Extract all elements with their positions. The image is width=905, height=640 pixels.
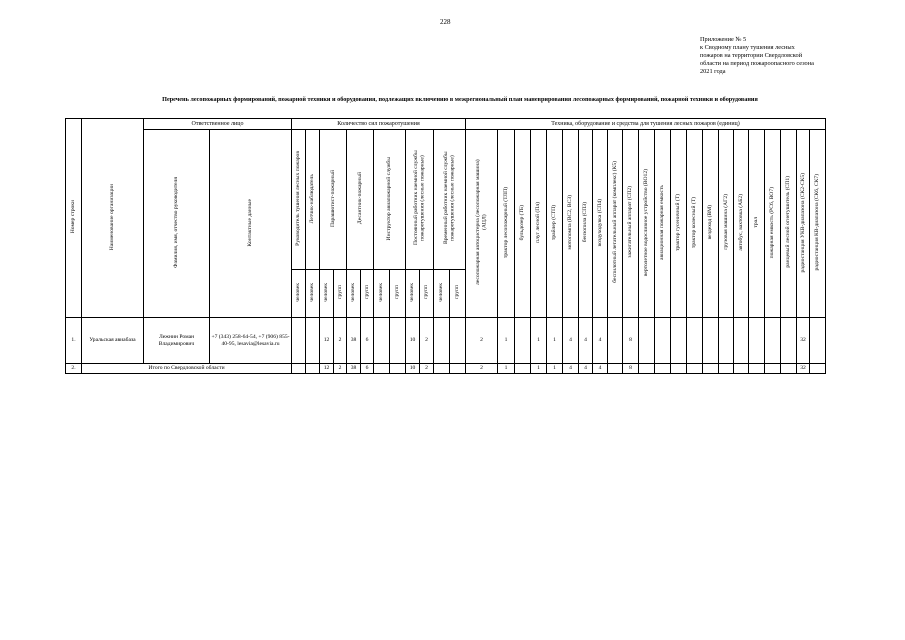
equipment-value	[749, 318, 765, 364]
contact-data: +7 (343) 258-64-54, +7 (906) 855-40-95, lesavia@lesavia.ru	[210, 318, 292, 364]
equipment-value	[687, 364, 703, 374]
force-value	[306, 318, 320, 364]
header-equipment-col: трактор колесный (Т)	[687, 130, 703, 318]
unit-people: человек	[374, 270, 390, 318]
force-value: 10	[406, 364, 420, 374]
unit-people: человек	[406, 270, 420, 318]
header-equipment-col: трайлер (СТП)	[547, 130, 563, 318]
header-equipment-col: воздуходувка (СП4)	[593, 130, 608, 318]
header-organization: Наименование организации	[82, 119, 144, 318]
header-equipment-col: радиостанция УКВ-диапазона (СК2-СК5)	[797, 130, 810, 318]
header-contacts: Контактные данные	[210, 130, 292, 318]
header-equipment-col: ранцевый лесной огнетушитель (СП1)	[781, 130, 797, 318]
header-force-col: Руководитель тушения лесных пожаров	[292, 130, 306, 270]
equipment-value	[608, 364, 623, 374]
equipment-value	[703, 318, 719, 364]
force-value: 2	[334, 364, 347, 374]
row-number: 1.	[66, 318, 82, 364]
document-title: Перечень лесопожарных формирований, пожарной техники и оборудования, подлежащих включению в межрегиональный план маневрирования лесопожарных формирований, пожарной техники и оборудования	[162, 96, 758, 103]
equipment-value: 32	[797, 364, 810, 374]
force-value	[292, 364, 306, 374]
appendix-line: пожаров на территории Свердловской	[700, 52, 803, 59]
equipment-value	[810, 364, 826, 374]
resources-table	[65, 118, 826, 374]
force-value	[374, 364, 390, 374]
unit-people: человек	[320, 270, 334, 318]
equipment-value	[734, 318, 749, 364]
force-value	[306, 364, 320, 374]
unit-groups: групп	[390, 270, 406, 318]
header-equipment-col: грузовая машина (АГ2)	[719, 130, 734, 318]
appendix-note	[700, 36, 860, 76]
appendix-line: Приложение № 5	[700, 36, 747, 43]
force-value: 10	[406, 318, 420, 364]
header-forces: Количество сил пожаротушения	[292, 119, 466, 130]
equipment-value: 1	[547, 318, 563, 364]
equipment-value	[515, 364, 531, 374]
unit-groups: групп	[420, 270, 434, 318]
equipment-value: 4	[579, 318, 593, 364]
appendix-line: 2021 года	[700, 68, 726, 75]
header-responsible: Ответственное лицо	[144, 119, 292, 130]
force-value: 38	[347, 318, 361, 364]
header-force-col: Парашютист-пожарный	[320, 130, 347, 270]
header-equipment-col: плуг лесной (Пл)	[531, 130, 547, 318]
equipment-value	[515, 318, 531, 364]
header-equipment-col: трактор лесопожарный (ТЛП)	[498, 130, 515, 318]
equipment-value	[781, 318, 797, 364]
equipment-value	[765, 364, 781, 374]
total-label: Итого по Свердловской области	[82, 364, 292, 374]
equipment-value	[639, 318, 655, 364]
equipment-value: 1	[498, 318, 515, 364]
force-value: 6	[361, 318, 374, 364]
equipment-value: 2	[466, 364, 498, 374]
equipment-value: 4	[563, 364, 579, 374]
header-force-col: Временный работник наемной службы пожаротушения (лесные пожарные)	[434, 130, 466, 270]
unit-people: человек	[306, 270, 320, 318]
force-value	[434, 364, 450, 374]
header-equipment-col: мотопомпа (ВС2, ВС3)	[563, 130, 579, 318]
header-equipment-col: трактор гусеничный (Т)	[671, 130, 687, 318]
unit-people: человек	[434, 270, 450, 318]
force-value	[450, 318, 466, 364]
total-row	[66, 364, 826, 374]
force-value	[450, 364, 466, 374]
equipment-value	[749, 364, 765, 374]
header-equipment-col: зажигательный аппарат (СП2)	[623, 130, 639, 318]
equipment-value	[719, 364, 734, 374]
header-equipment: Техника, оборудование и средства для тушения лесных пожаров (единиц)	[466, 119, 826, 130]
force-value: 12	[320, 364, 334, 374]
force-value: 2	[334, 318, 347, 364]
equipment-value	[734, 364, 749, 374]
header-force-col: Постоянный работник наемной службы пожаротушения (лесные пожарные)	[406, 130, 434, 270]
force-value	[434, 318, 450, 364]
unit-people: человек	[347, 270, 361, 318]
unit-groups: групп	[450, 270, 466, 318]
appendix-line: к Сводному плану тушения лесных	[700, 44, 795, 51]
force-value: 2	[420, 318, 434, 364]
header-equipment-col: авиационная пожарная емкость	[655, 130, 671, 318]
equipment-value: 4	[579, 364, 593, 374]
equipment-value: 1	[531, 364, 547, 374]
force-value: 38	[347, 364, 361, 374]
equipment-value: 2	[466, 318, 498, 364]
responsible-fio: Лежнин Роман Владимирович	[144, 318, 210, 364]
header-equipment-col: бензопила (СП3)	[579, 130, 593, 318]
header-equipment-col: радиостанция КВ-диапазона (СК6, СК7)	[810, 130, 826, 318]
equipment-value: 32	[797, 318, 810, 364]
equipment-value	[608, 318, 623, 364]
equipment-value: 8	[623, 318, 639, 364]
equipment-value	[781, 364, 797, 374]
header-equipment-col: пожарная емкость (РС6, ВО7)	[765, 130, 781, 318]
equipment-value	[655, 318, 671, 364]
equipment-value	[639, 364, 655, 374]
equipment-value: 4	[563, 318, 579, 364]
force-value	[374, 318, 390, 364]
force-value: 2	[420, 364, 434, 374]
header-force-col: Летчик-наблюдатель	[306, 130, 320, 270]
table-row	[66, 318, 826, 364]
row-number: 2.	[66, 364, 82, 374]
header-equipment-col: лесопожарная автоцистерна (лесопожарная машина) (АЦЛ)	[466, 130, 498, 318]
header-row-number: Номер строки	[66, 119, 82, 318]
equipment-value	[655, 364, 671, 374]
header-equipment-col: трал	[749, 130, 765, 318]
equipment-value: 8	[623, 364, 639, 374]
equipment-value	[703, 364, 719, 374]
header-equipment-col: автобус, вахтовка (АБ2)	[734, 130, 749, 318]
header-force-col: Инструктор авиапожарной службы	[374, 130, 406, 270]
force-value	[390, 364, 406, 374]
equipment-value	[671, 364, 687, 374]
force-value: 6	[361, 364, 374, 374]
header-equipment-col: вертолетное водосливное устройство (ВО12)	[639, 130, 655, 318]
header-equipment-col: вездеход (ВМ)	[703, 130, 719, 318]
header-force-col: Десантник-пожарный	[347, 130, 374, 270]
equipment-value	[765, 318, 781, 364]
header-equipment-col: бульдозер (ТБ)	[515, 130, 531, 318]
equipment-value: 4	[593, 364, 608, 374]
equipment-value	[687, 318, 703, 364]
organization-name: Уральская авиабаза	[82, 318, 144, 364]
force-value	[292, 318, 306, 364]
equipment-value: 1	[531, 318, 547, 364]
equipment-value: 1	[547, 364, 563, 374]
unit-groups: групп	[334, 270, 347, 318]
unit-people: человек	[292, 270, 306, 318]
force-value: 12	[320, 318, 334, 364]
equipment-value: 1	[498, 364, 515, 374]
equipment-value	[671, 318, 687, 364]
page-number: 228	[440, 18, 451, 26]
appendix-line: области на период пожароопасного сезона	[700, 60, 814, 67]
equipment-value	[810, 318, 826, 364]
equipment-value	[719, 318, 734, 364]
force-value	[390, 318, 406, 364]
equipment-value: 4	[593, 318, 608, 364]
header-fio: Фамилия, имя, отчество руководителя	[144, 130, 210, 318]
unit-groups: групп	[361, 270, 374, 318]
header-equipment-col: беспилотный летательный аппарат (комплекс) (К5)	[608, 130, 623, 318]
